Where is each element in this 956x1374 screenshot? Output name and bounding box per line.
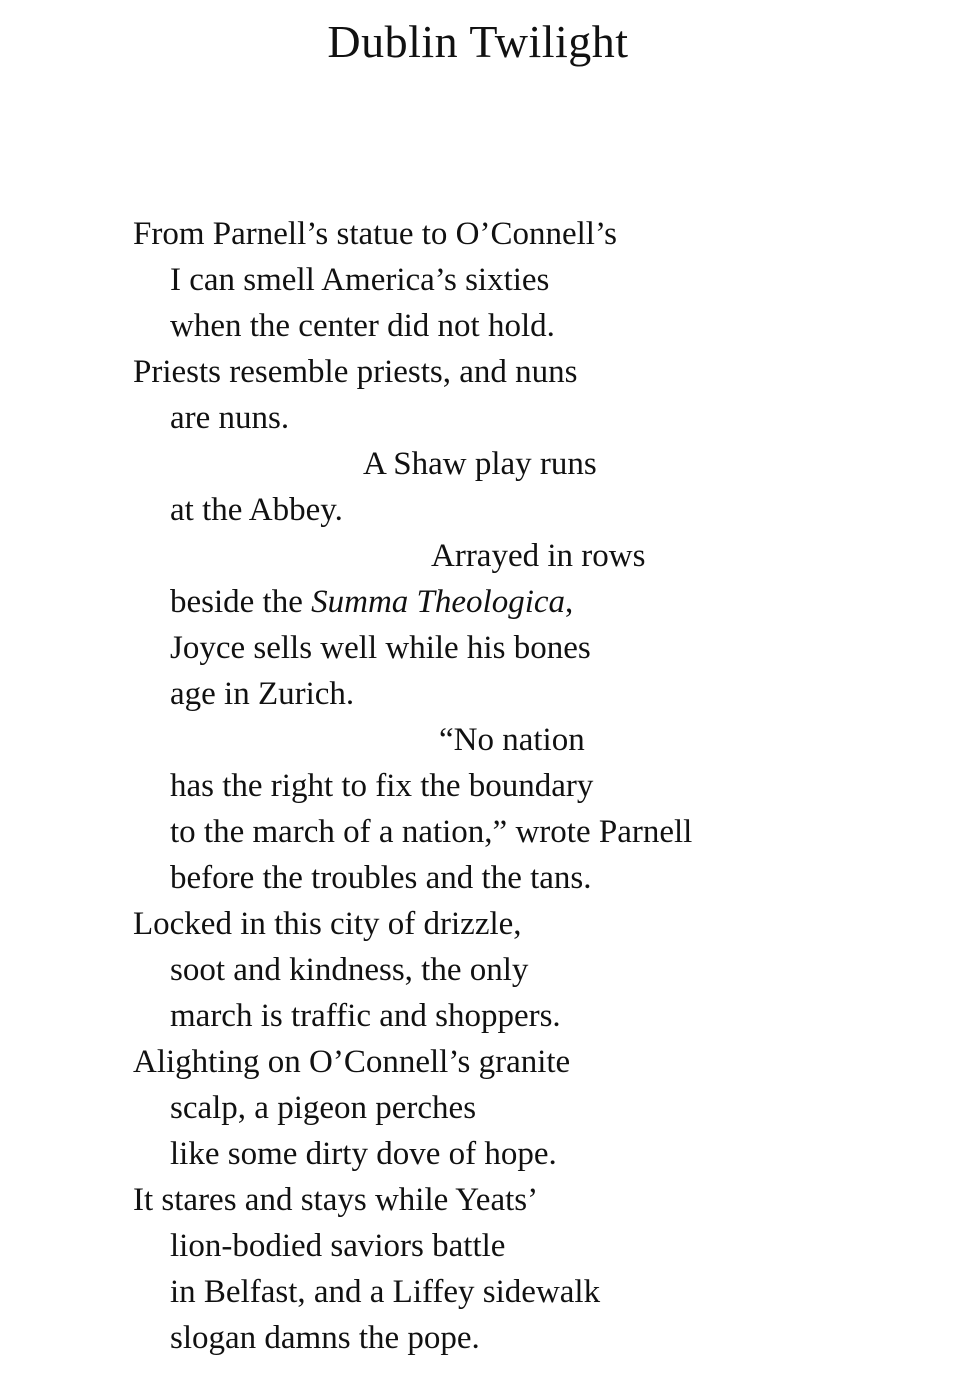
- poem-line: when the center did not hold.: [170, 308, 555, 344]
- poem-line: Joyce sells well while his bones: [170, 630, 591, 666]
- poem-line: Priests resemble priests, and nuns: [133, 354, 578, 390]
- poem-title: Dublin Twilight: [327, 16, 629, 67]
- poem-line-punctuation: ,: [565, 584, 574, 620]
- poem-line: Alighting on O’Connell’s granite: [133, 1044, 571, 1080]
- poem-line: slogan damns the pope.: [170, 1320, 480, 1356]
- poem-line: It stares and stays while Yeats’: [133, 1182, 539, 1218]
- poem-line: scalp, a pigeon perches: [170, 1090, 477, 1126]
- poem-line: in Belfast, and a Liffey sidewalk: [170, 1274, 601, 1310]
- poem-line: [133, 579, 933, 625]
- poem-line: “No nation: [439, 722, 585, 758]
- poem-line: I can smell America’s sixties: [170, 262, 550, 298]
- poem-line: are nuns.: [170, 400, 290, 436]
- poem-line: has the right to fix the boundary: [170, 768, 594, 804]
- poem-line: at the Abbey.: [170, 492, 343, 528]
- poem-line: march is traffic and shoppers.: [170, 998, 561, 1034]
- poem-line: From Parnell’s statue to O’Connell’s: [133, 216, 617, 252]
- poem-line: soot and kindness, the only: [170, 952, 529, 988]
- poem-line: A Shaw play runs: [363, 446, 597, 482]
- poem-line: like some dirty dove of hope.: [170, 1136, 557, 1172]
- poem-line-text: beside the: [170, 584, 312, 620]
- poem-line: Arrayed in rows: [431, 538, 646, 574]
- poem-body: [133, 211, 933, 1361]
- poem-line: Locked in this city of drizzle,: [133, 906, 522, 942]
- poem-line: to the march of a nation,” wrote Parnell: [170, 814, 693, 850]
- poem-line: lion-bodied saviors battle: [170, 1228, 506, 1264]
- poem-line: age in Zurich.: [170, 676, 355, 712]
- poem-line: before the troubles and the tans.: [170, 860, 592, 896]
- poem-line-italic-title: Summa Theologica: [311, 584, 566, 620]
